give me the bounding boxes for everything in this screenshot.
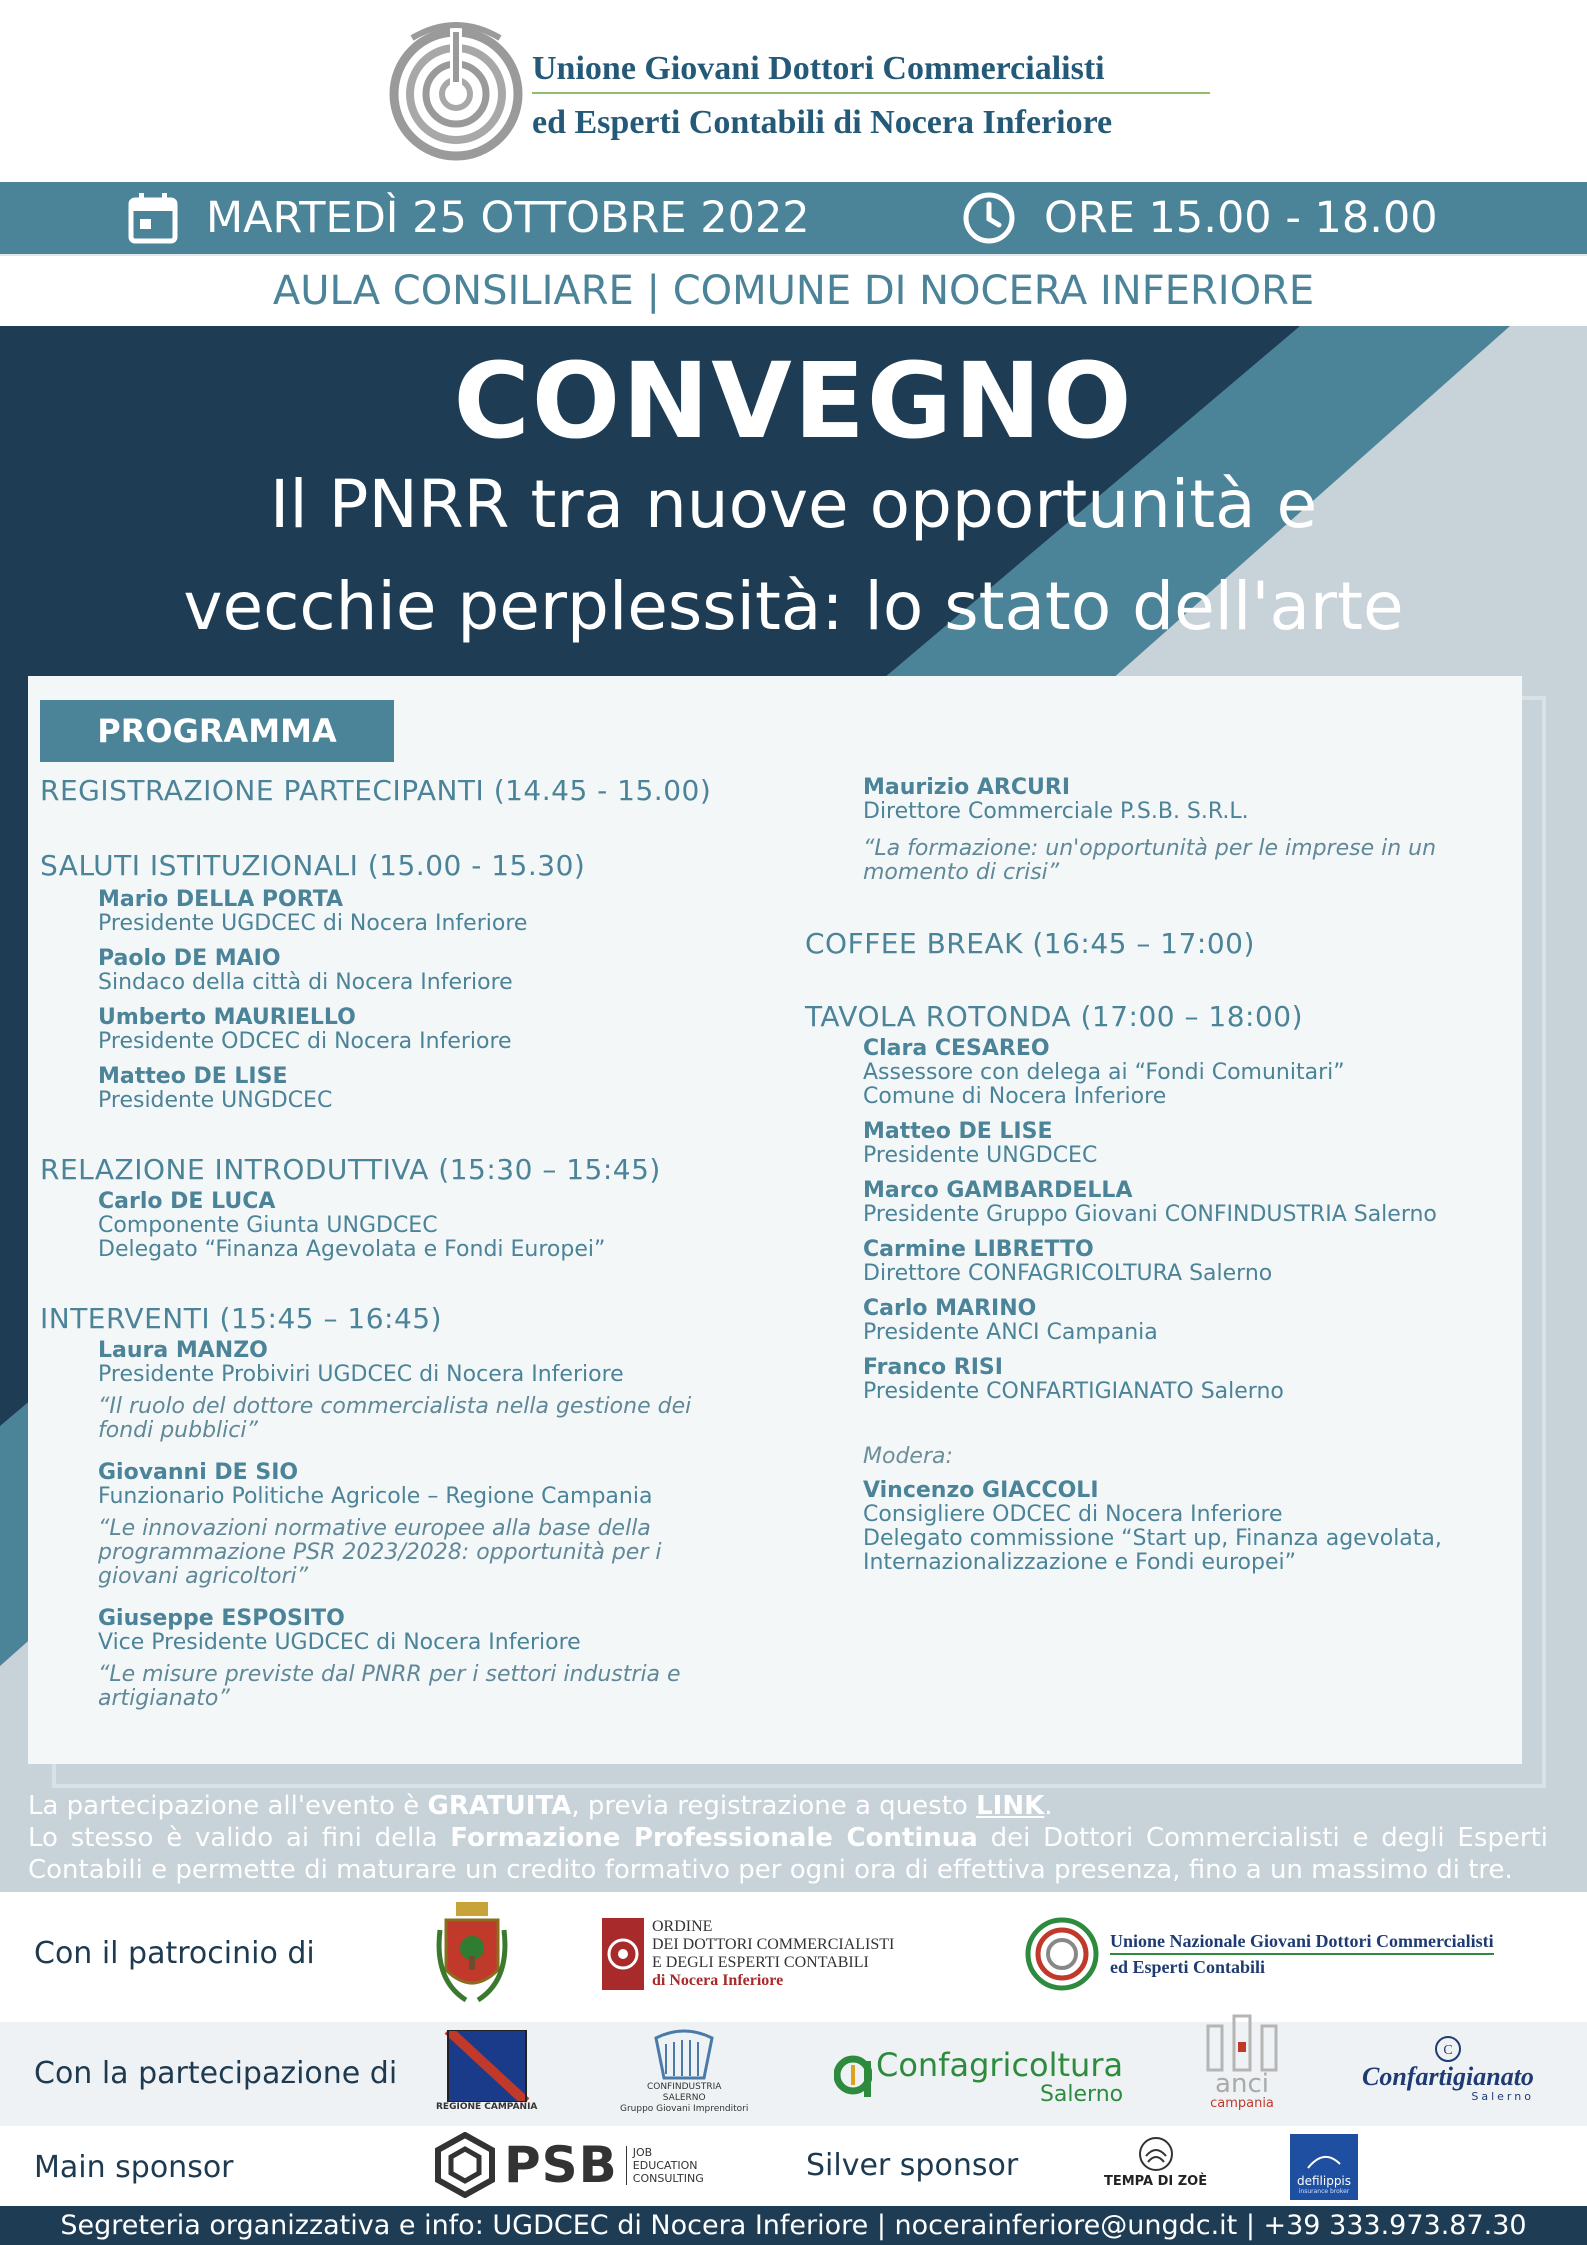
speaker-role: Presidente UNGDCEC <box>863 1143 1098 1168</box>
event-time <box>962 182 1438 254</box>
odcec-logo <box>602 1916 894 1992</box>
talk-topic: momento di crisi” <box>863 860 1060 885</box>
tempa-di-zoe-name: TEMPA DI ZOÈ <box>1104 2174 1208 2189</box>
org-name-line2: ed Esperti Contabili di Nocera Inferiore <box>532 104 1113 141</box>
confindustria-eagle-icon <box>652 2028 716 2082</box>
notice-text: La partecipazione all'evento è <box>28 1791 428 1821</box>
psb-hexagon-icon <box>434 2132 496 2198</box>
confindustria-logo <box>620 2028 748 2115</box>
clock-icon <box>962 191 1016 245</box>
tempa-di-zoe-icon <box>1136 2134 1176 2174</box>
anci-name: anci <box>1215 2069 1269 2099</box>
moderator-role: Internazionalizzazione e Fondi europei” <box>863 1550 1296 1575</box>
speaker-role: Presidente UNGDCEC <box>98 1088 333 1113</box>
confartigianato-name: Confartigianato <box>1362 2062 1534 2091</box>
regione-campania-text: REGIONE CAMPANIA <box>436 2102 538 2112</box>
speaker-name: Giuseppe ESPOSITO <box>98 1606 345 1631</box>
confindustria-line: Gruppo Giovani Imprenditori <box>620 2104 749 2114</box>
speaker-role: Comune di Nocera Inferiore <box>863 1084 1167 1109</box>
odcec-line: E DEGLI ESPERTI CONTABILI <box>652 1954 869 1971</box>
patronage-row <box>0 1892 1587 2022</box>
speaker-name: Carlo DE LUCA <box>98 1189 276 1214</box>
defilippis-name: defilippis <box>1296 2174 1352 2188</box>
defilippis-wave-icon <box>1304 2150 1344 2174</box>
talk-topic: “Le misure previste dal PNRR per i settori industria e <box>98 1662 681 1687</box>
talk-topic: programmazione PSR 2023/2028: opportunità per i <box>98 1540 662 1565</box>
talk-topic: “Le innovazioni normative europee alla base della <box>98 1516 651 1541</box>
speaker-name: Umberto MAURIELLO <box>98 1005 356 1030</box>
contact-footer: Segreteria organizzativa e info: UGDCEC di Nocera Inferiore | nocerainferiore@ungdc.it | +39 333.973.87.30 <box>0 2206 1587 2245</box>
psb-tagline: EDUCATION <box>632 2158 698 2172</box>
anci-logo <box>1200 2012 1284 2111</box>
labyrinth-logo-icon <box>382 18 530 166</box>
talk-topic: artigianato” <box>98 1686 230 1711</box>
speaker-role: Assessore con delega ai “Fondi Comunitari” <box>863 1060 1345 1085</box>
notice-text: dei Dottori Commercialisti e degli Esperti Contabili e permette di maturare un credito formativo per ogni ora di effettiva presenza, fino a un massimo di tre. <box>28 1823 1548 1885</box>
participation-label: Con la partecipazione di <box>34 2056 398 2091</box>
speaker-name: Matteo DE LISE <box>863 1119 1053 1144</box>
speaker-name: Giovanni DE SIO <box>98 1460 299 1485</box>
psb-logo <box>434 2132 704 2198</box>
talk-topic: “Il ruolo del dottore commercialista nella gestione dei <box>98 1394 692 1419</box>
event-title-line2: vecchie perplessità: lo stato dell'arte <box>183 568 1404 645</box>
event-title-line1: Il PNRR tra nuove opportunità e <box>269 466 1318 543</box>
speaker-role: Sindaco della città di Nocera Inferiore <box>98 970 513 995</box>
speaker-name: Mario DELLA PORTA <box>98 887 344 912</box>
section-talks: INTERVENTI (15:45 – 16:45) <box>40 1302 443 1335</box>
speaker-name: Carmine LIBRETTO <box>863 1237 1094 1262</box>
moderator-role: Consigliere ODCEC di Nocera Inferiore <box>863 1502 1283 1527</box>
anci-region: campania <box>1210 2096 1274 2111</box>
confindustria-line: SALERNO <box>662 2093 706 2103</box>
talk-topic: giovani agricoltori” <box>98 1564 308 1589</box>
patronage-label: Con il patrocinio di <box>34 1936 315 1971</box>
confagricoltura-leaf-icon <box>834 2051 872 2105</box>
moderator-role: Delegato commissione “Start up, Finanza agevolata, <box>863 1526 1442 1551</box>
event-time-text: ORE 15.00 - 18.00 <box>1044 193 1438 243</box>
confagricoltura-city: Salerno <box>1039 2082 1124 2107</box>
defilippis-tagline: insurance broker <box>1298 2188 1350 2195</box>
org-name-line1: Unione Giovani Dottori Commercialisti <box>532 50 1105 87</box>
talk-topic: fondi pubblici” <box>98 1418 258 1443</box>
speaker-name: Laura MANZO <box>98 1338 268 1363</box>
speaker-role: Presidente ANCI Campania <box>863 1320 1158 1345</box>
speaker-role: Vice Presidente UGDCEC di Nocera Inferiore <box>98 1630 581 1655</box>
anci-castle-icon <box>1200 2012 1284 2072</box>
confagricoltura-name: Confagricoltura <box>876 2046 1124 2084</box>
psb-name: PSB <box>504 2136 618 2194</box>
header <box>0 0 1587 182</box>
program-tab: PROGRAMMA <box>40 700 394 762</box>
defilippis-logo <box>1290 2134 1358 2200</box>
speaker-role: Presidente CONFARTIGIANATO Salerno <box>863 1379 1284 1404</box>
section-greetings: SALUTI ISTITUZIONALI (15.00 - 15.30) <box>40 849 586 882</box>
notice-text: , previa registrazione a questo <box>571 1791 977 1821</box>
main-sponsor-label: Main sponsor <box>34 2150 234 2185</box>
speaker-role: Componente Giunta UNGDCEC <box>98 1213 438 1238</box>
date-band <box>0 182 1587 254</box>
org-divider <box>532 92 1210 94</box>
confartigianato-logo <box>1362 2034 1534 2103</box>
psb-tagline: CONSULTING <box>632 2171 704 2185</box>
program-right-column <box>805 776 1505 1575</box>
ungdc-emblem-icon <box>1022 1914 1104 1994</box>
confindustria-line: CONFINDUSTRIA <box>646 2082 722 2092</box>
speaker-name: Carlo MARINO <box>863 1296 1037 1321</box>
speaker-role: Presidente Probiviri UGDCEC di Nocera Inferiore <box>98 1362 624 1387</box>
confagricoltura-logo <box>834 2048 1123 2107</box>
program-card <box>28 676 1522 1764</box>
speaker-name: Franco RISI <box>863 1355 1003 1380</box>
ungdc-line: Unione Nazionale Giovani Dottori Commercialisti <box>1110 1929 1494 1955</box>
speaker-name: Marco GAMBARDELLA <box>863 1178 1133 1203</box>
tempa-di-zoe-logo <box>1104 2134 1207 2189</box>
notice-text: Lo stesso è valido ai fini della <box>28 1823 451 1853</box>
sponsor-row <box>0 2126 1587 2206</box>
speaker-name: Maurizio ARCURI <box>863 775 1071 800</box>
odcec-line: di Nocera Inferiore <box>652 1972 784 1989</box>
talk-topic: “La formazione: un'opportunità per le imprese in un <box>863 836 1437 861</box>
ungdc-line: ed Esperti Contabili <box>1110 1957 1266 1977</box>
regione-campania-icon <box>444 2030 530 2102</box>
speaker-role: Presidente ODCEC di Nocera Inferiore <box>98 1029 512 1054</box>
calendar-icon <box>128 192 178 244</box>
moderator-label: Modera: <box>863 1444 953 1469</box>
speaker-role: Delegato “Finanza Agevolata e Fondi Europei” <box>98 1237 606 1262</box>
speaker-role: Presidente Gruppo Giovani CONFINDUSTRIA Salerno <box>863 1202 1437 1227</box>
section-registration: REGISTRAZIONE PARTECIPANTI (14.45 - 15.00) <box>40 774 712 807</box>
event-kicker: CONVEGNO <box>453 340 1134 462</box>
registration-notice <box>28 1790 1548 1886</box>
speaker-role: Direttore Commerciale P.S.B. S.R.L. <box>863 799 1249 824</box>
event-date <box>128 182 810 254</box>
speaker-name: Paolo DE MAIO <box>98 946 281 971</box>
silver-sponsor-label: Silver sponsor <box>806 2148 1019 2183</box>
speaker-name: Matteo DE LISE <box>98 1064 288 1089</box>
confartigianato-city: Salerno <box>1471 2090 1534 2103</box>
section-intro: RELAZIONE INTRODUTTIVA (15:30 – 15:45) <box>40 1153 661 1186</box>
fpc-label: Formazione Professionale Continua <box>450 1823 978 1853</box>
registration-link[interactable]: LINK <box>976 1791 1045 1821</box>
regione-campania-logo <box>436 2030 537 2112</box>
speaker-role: Presidente UGDCEC di Nocera Inferiore <box>98 911 528 936</box>
venue: AULA CONSILIARE | COMUNE DI NOCERA INFERIORE <box>0 254 1587 326</box>
confartigianato-emblem-icon <box>1433 2034 1463 2064</box>
odcec-line: ORDINE <box>652 1918 713 1935</box>
speaker-role: Direttore CONFAGRICOLTURA Salerno <box>863 1261 1273 1286</box>
odcec-emblem-icon <box>602 1918 644 1990</box>
program-left-column <box>40 774 780 1711</box>
section-coffee-break: COFFEE BREAK (16:45 – 17:00) <box>805 927 1255 960</box>
participation-row <box>0 2022 1587 2126</box>
notice-text: . <box>1044 1791 1053 1821</box>
event-date-text: MARTEDÌ 25 OTTOBRE 2022 <box>206 193 810 243</box>
section-roundtable: TAVOLA ROTONDA (17:00 – 18:00) <box>805 1000 1304 1033</box>
speaker-role: Funzionario Politiche Agricole – Regione Campania <box>98 1484 653 1509</box>
free-label: GRATUITA <box>427 1791 572 1821</box>
svg-text:C: C <box>1443 2043 1453 2058</box>
psb-tagline: JOB <box>632 2145 653 2159</box>
odcec-line: DEI DOTTORI COMMERCIALISTI <box>652 1936 895 1953</box>
speaker-name: Clara CESAREO <box>863 1036 1050 1061</box>
ungdc-logo <box>1022 1914 1494 1994</box>
nocera-coat-of-arms-icon <box>436 1900 508 2012</box>
org-name <box>532 44 1112 148</box>
moderator-name: Vincenzo GIACCOLI <box>863 1478 1099 1503</box>
